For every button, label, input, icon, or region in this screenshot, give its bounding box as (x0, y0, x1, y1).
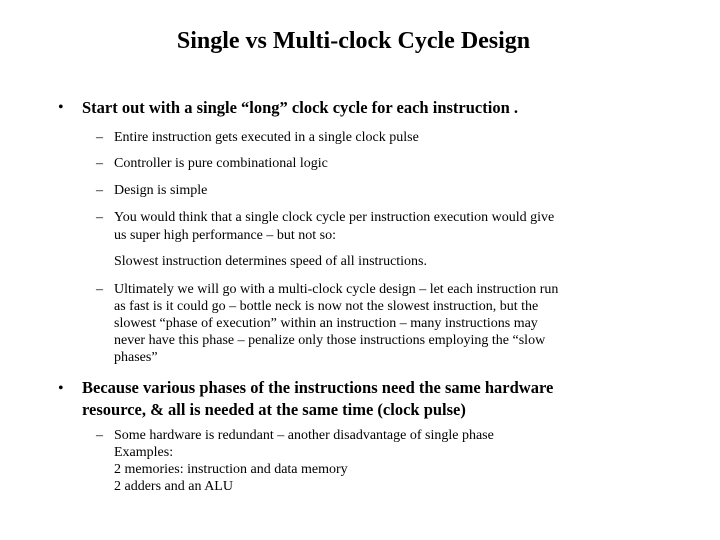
dash-icon: – (96, 210, 103, 225)
slide-title: Single vs Multi-clock Cycle Design (176, 28, 531, 54)
subitem-6-line-2: as fast is it could go – bottle neck is now not the slowest instruction, but the (114, 299, 539, 314)
subitem-2-line-1: Controller is pure combinational logic (114, 156, 328, 171)
dash-icon: – (96, 130, 103, 145)
subitem-3-line-1: Design is simple (114, 183, 208, 198)
dash-icon: – (96, 156, 103, 171)
subitem-7-line-3: 2 memories: instruction and data memory (114, 462, 348, 477)
dash-icon: – (96, 183, 103, 198)
dash-icon: – (96, 428, 103, 443)
subitem-7-line-2: Examples: (114, 445, 174, 460)
bullet-icon: • (58, 380, 64, 397)
subitem-7-line-4: 2 adders and an ALU (114, 479, 233, 494)
subitem-6-line-3: slowest “phase of execution” within an instruction – many instructions may (114, 316, 538, 331)
subitem-6-line-5: phases” (114, 350, 158, 365)
subitem-6-line-4: never have this phase – penalize only those instructions employing the “slow (114, 333, 546, 348)
bullet-2-line-2: resource, & all is needed at the same time (clock pulse) (82, 400, 466, 419)
bullet-1-line-1: Start out with a single “long” clock cycle for each instruction . (82, 98, 518, 117)
slowest-instruction-note: Slowest instruction determines speed of all instructions. (114, 254, 428, 269)
subitem-4-line-2: us super high performance – but not so: (114, 228, 337, 243)
subitem-6-line-1: Ultimately we will go with a multi-clock cycle design – let each instruction run (114, 282, 559, 297)
subitem-7-line-1: Some hardware is redundant – another disadvantage of single phase (114, 428, 494, 443)
subitem-1-line-1: Entire instruction gets executed in a single clock pulse (114, 130, 419, 145)
dash-icon: – (96, 282, 103, 297)
bullet-2-line-1: Because various phases of the instructions need the same hardware (82, 378, 554, 397)
subitem-4-line-1: You would think that a single clock cycle per instruction execution would give (114, 210, 555, 225)
bullet-icon: • (58, 99, 64, 116)
